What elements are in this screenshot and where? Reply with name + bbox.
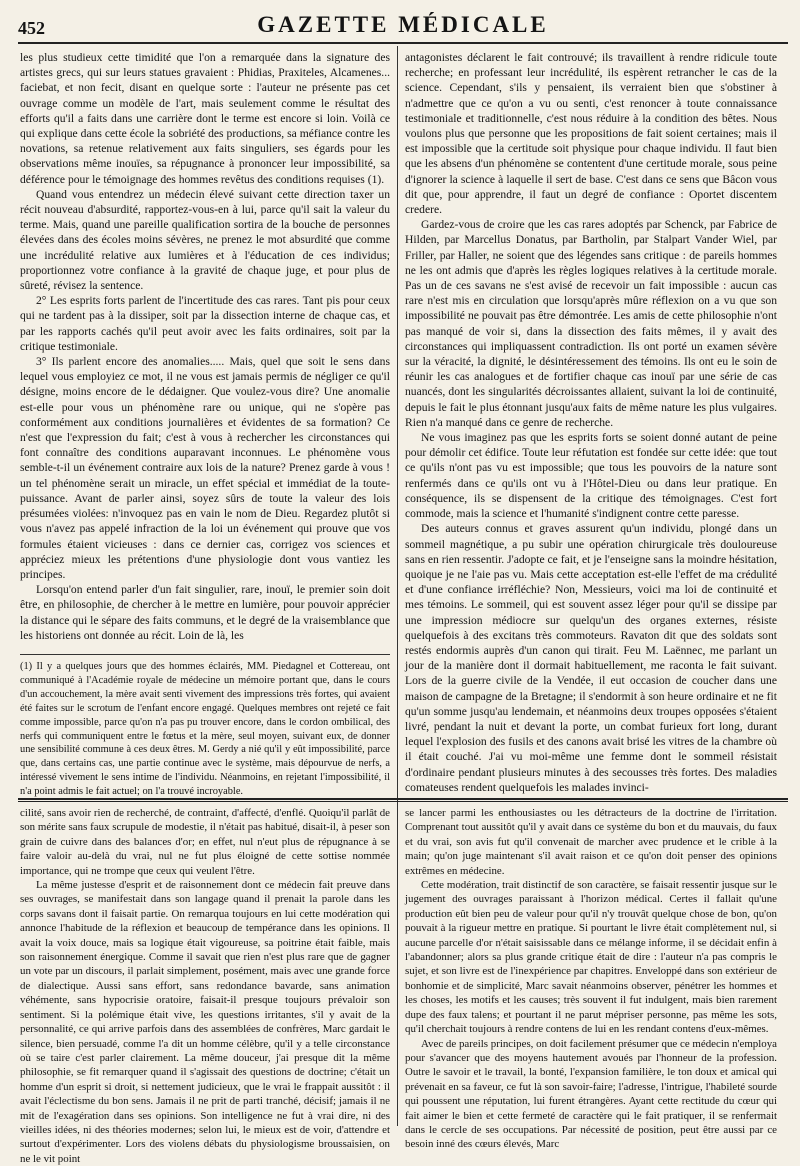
feuilleton-column-left (20, 806, 390, 1165)
paragraph: 2° Les esprits forts parlent de l'incertitude des cas rares. Tant pis pour ceux qui ne tardent pas à la dissiper, soit par la dissection interne de chaque cas, et par les rapports cachés qu'il peut avoir avec les faits ordinaires, soit par la critique testimoniale. (20, 294, 390, 353)
footnote-text: (1) Il y a quelques jours que des hommes éclairés, MM. Piedagnel et Cottereau, ont communiqué à l'Académie royale de médecine un mémoire portant que, dans le cours d'un accouchement, la mère avait senti vivement des impressions très fortes, qui avaient été faites sur le scrotum de l'enfant encore engagé. Quelques membres ont rejeté ce fait comme impossible, parce qu'on n'a pas pu trouver encore, dans le cordon ombilical, des nerfs qui communiquent entre le fœtus et la mère, seul moyen, suivant eux, de donner une sensibilité commune à ces deux êtres. M. Gerdy a nié qu'il y eût impossibilité, parce que, dans certains cas, une partie continue avec le système, mais dépourvue de nerfs, a intéressé vivement le sens intime de l'individu. Néanmoins, en rejetant l'impossibilité, il n'a point admis le fait actuel; on l'a trouvé incroyable. (20, 661, 390, 798)
paragraph: 3° Ils parlent encore des anomalies..... Mais, quel que soit le sens dans lequel vous employiez ce mot, il ne vous est jamais permis de négliger ce qu'il désigne, moins encore de le dédaigner. Que voulez-vous dire? Une anomalie est-elle pour vous un phénomène rare ou unique, qui ne s'opère pas conformément aux conditions journalières et évidentes de sa formation? Ce n'est que l'expression du fait; c'est à vous à rechercher les circonstances qui font connaître des conditions auparavant inconnues. Le phénomène vous semble-t-il un événement contraire aux lois de la nature? Prenez garde à vous ! un tel phénomène serait un miracle, un effet spécial et immédiat de la toute-puissance. Avant de parler ainsi, soyez sûrs de toute la valeur des lois présumées violées: n'invoquez pas en vain le nom de Dieu. Regardez plutôt si vous n'avez pas appelé infraction de la loi un événement qui prouve que vos formules étaient vicieuses : dans ce dernier cas, corrigez vos sciences et appréciez mieux les prétentions d'une physiologie dont vous vantiez les principes. (20, 355, 390, 581)
paragraph: Des auteurs connus et graves assurent qu'un individu, plongé dans un sommeil magnétique, a pu subir une opération chirurgicale très douloureuse sans en rien ressentir. J'adopte ce fait, et je l'enseigne sans la moindre hésitation, quoique je ne l'aie pas vu. Mais cette acceptation est-elle l'effet de ma crédulité et d'une confiance irréfléchie? Non, Messieurs, voici ma loi de continuité et mes témoins. Le sommeil, qui est souvent assez léger pour qu'il se dissipe par une impression médiocre sur quelqu'un des organes externes, résiste quelquefois à des excitans très commoteurs. Ravaton dit que des soldats sont restés endormis auprès d'un canon qui tirait. Feu M. Laënnec, me parlant un jour de la manière dont il dormait habituellement, me raconta le fait suivant. Lors de la guerre civile de la Vendée, il eut occasion de coucher dans une maison de campagne de la Bretagne; il s'endormit à son heure ordinaire et ne fit qu'un somme jusqu'au lendemain, et néanmoins deux troupes opposées s'étaient livré, pendant la nuit et devant la porte, un combat furieux fort long, durant lequel l'explosion des fusils et des canons avait brisé les vitres de la chambre où il était couché. J'ai vu moi-même une femme dont le sommeil résistait d'ordinaire pendant plusieurs minutes à des secousses très fortes. Des maladies comateuses rendent quelquefois les malades invinci- (405, 522, 777, 794)
paragraph: se lancer parmi les enthousiastes ou les détracteurs de la doctrine de l'irritation. Comprenant tout aussitôt qu'il y avait dans ce système du bon et du mauvais, du faux et du vrai, son avis fut qu'il convenait de marcher avec prudence et le crible à la main; qu'on juge maintenant s'il avait raison et ce qu'on doit penser des opinions extrêmes en médecine. (405, 807, 777, 877)
footnote-divider (20, 654, 390, 655)
paragraph: Ne vous imaginez pas que les esprits forts se soient donné autant de peine pour démolir cet édifice. Toute leur réfutation est fondée sur cette idée: que tout ce qu'ils n'ont pas vu est impossible; que tous les pouvoirs de la nature sont renfermés dans ce qu'ils ont vu à l'Hôtel-Dieu ou dans leur pratique. En conséquence, ils se dispensent de la critique des témoignages. C'est fort commode, mais la science et l'humanité s'indignent contre cette paresse. (405, 431, 777, 521)
section-divider (18, 798, 788, 800)
paragraph: Cette modération, trait distinctif de son caractère, se faisait ressentir jusque sur le jugement des ouvrages paraissant à l'horizon médical. Certes il fallait qu'une production eût bien peu de valeur pour qu'il n'y trouvât quelque chose de bon, qu'on pouvait à la rigueur mettre en pratique. Si pourtant le livre était complètement nul, si aucune parcelle d'or n'était saisissable dans ce mélange informe, il se décidait enfin à l'abandonner; alors sa plus grande critique était de dire : l'auteur n'a pas compris le sujet, et son livre est de l'inexpérience par chapitres. Enveloppé dans son extérieur de bonhomie et de simplicité, Marc savait néanmoins observer, pénétrer les hommes et les choses, les motifs et les causes; très souvent il fut indulgent, mais bien rarement dupe des faux talens; et pourtant il ne parut mépriser personne, pas même les sots, qu'il cherchait toujours à rendre contens de lui en les rendant contens d'eux-mêmes. (405, 879, 777, 1036)
paragraph: les plus studieux cette timidité que l'on a remarquée dans la signature des artistes grecs, qui sur leurs statues gravaient : Phidias, Praxiteles, Alcamenes... faciebat, et non fecit, disant en quelque sorte : l'auteur ne présente pas cet ouvrage comme un modèle de l'art, mais seulement comme le résultat des efforts qu'il a faits dans une carrière dont le terme est encore si loin. Voilà ce qui explique dans cette école la sobriété des productions, sa méfiance contre les novations, sa retenue relativement aux faits singuliers, ses égards pour les observations même inouïes, sa répugnance à prononcer leur impossibilité, sa déférence pour le témoignage des hommes revêtus des conditions requises (1). (20, 51, 390, 186)
page-header (18, 8, 788, 44)
article-column-right (405, 50, 777, 794)
paragraph: Lorsqu'on entend parler d'un fait singulier, rare, inouï, le premier soin doit être, en philosophie, de chercher à le mettre en lumière, pour pouvoir apprécier la distance qui le sépare des faits communs, et le degré de la vraisemblance que les historiens ont donnée au récit. Loin de là, les (20, 583, 390, 642)
paragraph: antagonistes déclarent le fait controuvé; ils travaillent à rendre ridicule toute recherche; en professant leur incrédulité, ils espèrent retrancher le cas de la science. Cependant, s'ils y pensaient, ils verraient bien que s'obstiner à n'admettre que ce qu'on a vu ou senti, c'est renoncer à toute connaissance testimoniale et traditionnelle, c'est nous réduire à la condition des bêtes. Nous voulons plus que personne que les propositions de fait soient certaines; mais il est impossible que la certitude soit physique pour chaque individu. Il faut bien que les absens d'un phénomène se contentent d'une certitude morale, sous peine d'ignorer la science à laquelle il sert de base. C'est dans ce sens que Bâcon vous dit que, pour apprendre, il faut un degré de confiance : Oportet discentem credere. (405, 51, 777, 217)
feuilleton-column-right (405, 806, 777, 1151)
column-divider (397, 46, 398, 1126)
journal-title: GAZETTE MÉDICALE (257, 12, 549, 37)
paragraph: La même justesse d'esprit et de raisonnement dont ce médecin fait preuve dans ses ouvrages, se manifestait dans son langage quand il prenait la parole dans les corps savans dont il faisait partie. On remarqua toujours en lui cette modération qui annonce l'habitude de la réflexion et beaucoup de tempérance dans les opinions. Il avait la voix douce, mais sa logique était vigoureuse, sa poitrine était faible, mais son raisonnement énergique. Comme il savait que rien n'est plus rare que de gagner un vote par un discours, il parlait simplement, posément, mais avec une grande force de dialectique. Aussi sans effort, sans redondance bavarde, sans animation véhémente, sans hypocrisie oratoire, faisait-il presque toujours prévaloir son sentiment. Si la polémique était vive, les questions irritantes, s'il y avait de la personnalité, ce qui arrive parfois dans des assemblées de confrères, Marc gardait le silence, bien persuadé, comme l'a dit un homme célèbre, qu'il y a telle circonstance où se taire c'est parler clairement. La même douceur, j'ai presque dit la même philosophie, se fit remarquer quand il s'agissait des questions de doctrine; c'était un homme d'un esprit si droit, si nettement judicieux, que le vrai le frappait aussitôt : il avait l'éclectisme du bon sens. Jamais il ne prit de parti tranché, décisif; jamais il ne mit de l'exagération dans ses opinions. Son intelligence ne fut à vrai dire, ni des vieilles idées, ni des théories modernes; selon lui, le mieux est de voir, d'attendre et surtout d'expérimenter. Lors des violens débats du physiologisme broussaisien, on ne le vit point (20, 879, 390, 1165)
footnote (20, 660, 390, 798)
paragraph: Avec de pareils principes, on doit facilement présumer que ce médecin n'employa pour s'avancer que des moyens hautement avoués par l'honneur de la profession. Outre le savoir et le travail, la bonté, l'expansion familière, le ton doux et amical qui prévenait en sa faveur, ce fut là son savoir-faire; l'adresse, l'intrigue, l'habileté sourde qui poussent une réputation, lui furent étrangères. Ayant cette rectitude du cœur qui fait aimer le bien et cette fermeté de caractère qui le fait pratiquer, il se renfermait dans le cercle de ses occupations. Par nécessité de position, peut être aussi par ce besoin inné des cœurs élevés, Marc (405, 1037, 777, 1151)
article-column-left (20, 50, 390, 648)
section-divider-thin (18, 801, 788, 802)
paragraph: Gardez-vous de croire que les cas rares adoptés par Schenck, par Fabrice de Hilden, par Marcellus Donatus, par Bartholin, par Stalpart Vander Wiel, par Friller, par Haller, ne soient que des légendes sans critique : de pareils hommes ne les ont admis que d'après les règles logiques relatives à la certitude morale. Pas un de ces savans ne s'est avisé de recevoir un fait impossible : aucun cas rare n'est mis en circulation que lorsqu'après mûre réflexion on a vu que son impossibilité ne pouvait pas être démontrée. Les amis de cette philosophie n'ont pas manqué de voir si, dans la dissection des faits mêmes, il y avait des circonstances qui impliquassent contradiction. Ils ont porté un examen sévère sur la véracité, la dignité, le désintéressement des témoins. Ils ont eu le soin de réunir les cas analogues et de fortifier chaque cas inouï par une série de cas nuancés, dont les singularités décroissantes allaient, suivant la loi de continuité, depuis le fait le plus étonnant jusqu'aux faits de même nature les plus vulgaires. Rien n'a manqué dans ce genre de recherche. (405, 218, 777, 429)
paragraph: Quand vous entendrez un médecin élevé suivant cette direction taxer un récit nouveau d'absurdité, rapportez-vous-en à lui, parce qu'il sait la valeur du terme. Mais, quand une pareille qualification sortira de la bouche de personnes élevées dans des écoles moins sévères, ne prenez le mot absurdité que comme une incrédulité relative aux lumières et à l'éducation de ces individus; proportionnez votre confiance à la gravité de chaque juge, et pour plus de sûreté, révisez la sentence. (20, 187, 390, 293)
page-number: 452 (18, 18, 45, 38)
paragraph: cilité, sans avoir rien de recherché, de contraint, d'affecté, d'enflé. Quoiqu'il parlât de son mérite sans faux scrupule de modestie, il n'était pas habitué, disait-il, à peser son grain de cuivre dans des balances d'or; en effet, nul n'eut plus de répugnance à se faire valoir au-delà du vrai, nul ne fut plus éloigné de cette sottise nommée importance, qui ne trompe que ceux qui veulent l'être. (20, 807, 390, 877)
